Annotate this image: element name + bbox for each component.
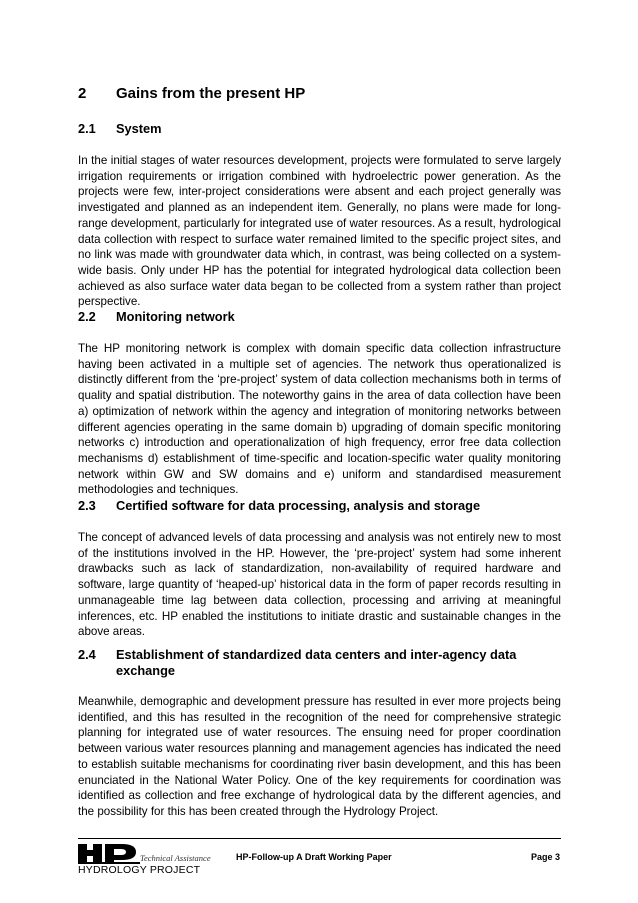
- subsection-number: 2.3: [78, 498, 96, 513]
- logo-subtitle: Technical Assistance: [140, 853, 211, 863]
- footer-document-title: HP-Follow-up A Draft Working Paper: [236, 852, 392, 862]
- subsection-title: Certified software for data processing, analysis and storage: [116, 498, 481, 513]
- paragraph-system: In the initial stages of water resources development, projects were formulated to serve largely irrigation requirements or irrigation combined with hydroelectric power generation. As the projects were few, inter-project considerations were absent and each project generally was investigated and planned as an independent item. Generally, no plans were made for long-range development, particularly for integrated use of water resources. As a result, hydrological data collection with respect to surface water remained limited to the specific project sites, and no link was made with groundwater data which, in contrast, was being collected on a system-wide basis. Only under HP has the potential for integrated hydrological data collection been achieved as also surface water data began to be collected from a system rather than project perspective.: [78, 154, 561, 309]
- footer-divider: [78, 838, 561, 839]
- subsection-title: Establishment of standardized data centers and inter-agency data exchange: [116, 647, 517, 678]
- footer-page-number: Page 3: [530, 852, 560, 862]
- subsection-title: System: [116, 121, 162, 136]
- paragraph-data-centers: Meanwhile, demographic and development pressure has resulted in ever more projects being identified, and this has resulted in the recognition of the need for comprehensive strategic planning for integrated use of water resources. The ensuing need for proper coordination between various water resources planning and management agencies has indicated the need to establish suitable mechanisms for coordinating river basin development, and this has been enunciated in the National Water Policy. One of the key requirements for coordination was identified as collection and free exchange of hydrological data by the different agencies, and the possibility for this has been created through the Hydrology Project.: [78, 695, 561, 818]
- section-number: 2: [78, 85, 87, 102]
- section-title: Gains from the present HP: [116, 85, 306, 102]
- subsection-number: 2.4: [78, 647, 96, 662]
- subsection-number: 2.2: [78, 309, 96, 324]
- paragraph-monitoring-network: The HP monitoring network is complex with domain specific data collection infrastructure having been activated in a multiple set of agencies. The network thus operationalized is distinctly different from the ‘pre-project’ system of data collection mechanisms both in terms of quality and spatial distribution. The noteworthy gains in the area of data collection have been a) optimization of network within the agency and integration of monitoring networks between different agencies operating in the same domain b) upgrading of domain specific monitoring networks c) introduction and operationalization of high frequency, error free data collection mechanisms d) establishment of time-specific and location-specific water quality monitoring network within GW and SW domains and e) uniform and standardised measurement methodologies and techniques.: [78, 342, 561, 497]
- logo-name: HYDROLOGY PROJECT: [78, 864, 201, 876]
- subsection-number: 2.1: [78, 121, 96, 136]
- subsection-title: Monitoring network: [116, 309, 235, 324]
- paragraph-certified-software: The concept of advanced levels of data processing and analysis was not entirely new to most of the institutions involved in the HP. However, the ‘pre-project’ system had some inherent drawbacks such as lack of standardization, non-availability of required hardware and software, large quantity of ‘heaped-up’ historical data in the form of paper records resulting in unmanageable time lag between data collection, processing and arriving at meaningful inferences, etc. HP enabled the institutions to initiate drastic and sustainable changes in the above areas.: [78, 531, 561, 639]
